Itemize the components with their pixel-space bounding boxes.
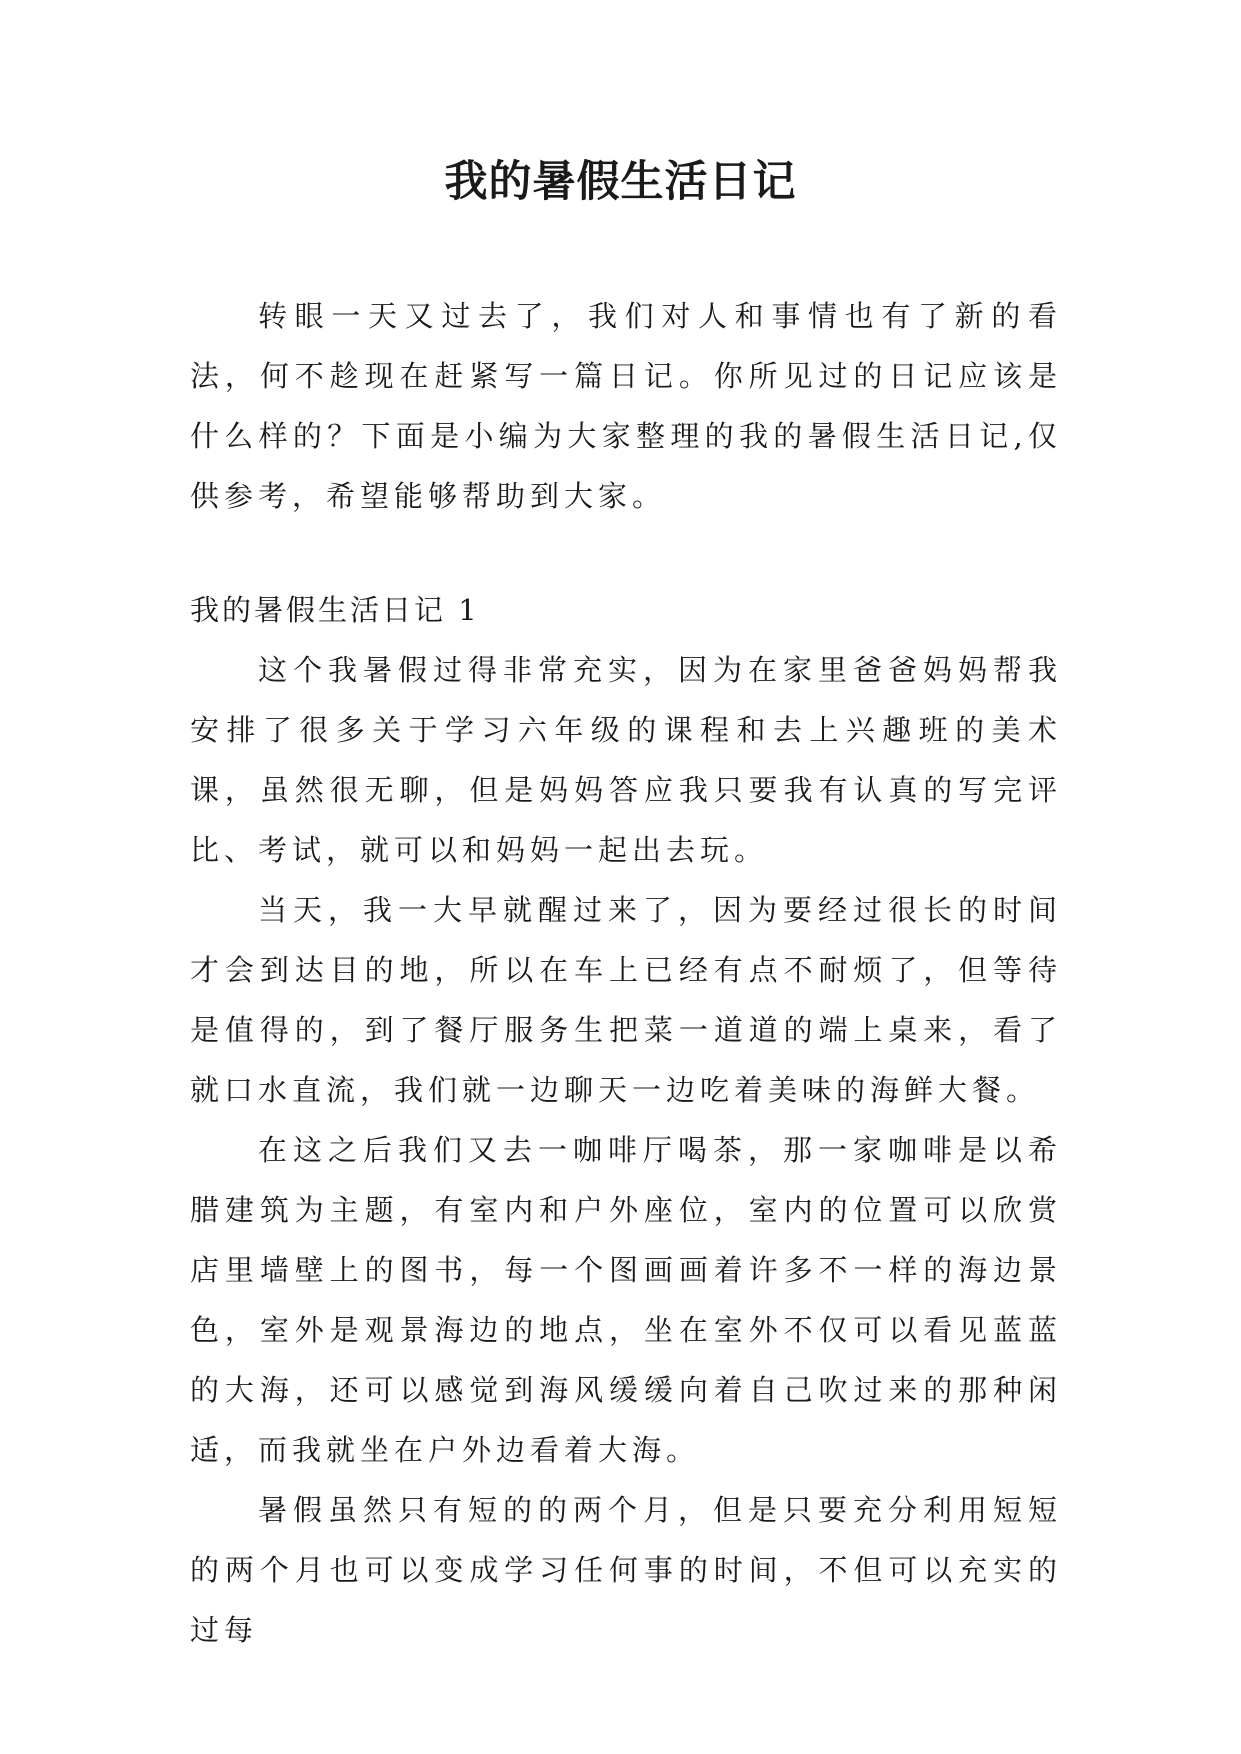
document-title: 我的暑假生活日记	[444, 157, 797, 207]
body-paragraph-1: 这个我暑假过得非常充实，因为在家里爸爸妈妈帮我安排了很多关于学习六年级的课程和去上兴趣班的美术课，虽然很无聊，但是妈妈答应我只要我有认真的写完评比、考试，就可以和妈妈一起出去玩。	[190, 653, 1062, 867]
body-paragraph-3: 在这之后我们又去一咖啡厅喝茶，那一家咖啡是以希腊建筑为主题，有室内和户外座位，室内的位置可以欣赏店里墙壁上的图书，每一个图画画着许多不一样的海边景色，室外是观景海边的地点，坐在室外不仅可以看见蓝蓝的大海，还可以感觉到海风缓缓向着自己吹过来的那种闲适，而我就坐在户外边看着大海。	[190, 1133, 1062, 1467]
section-heading: 我的暑假生活日记 1	[190, 593, 480, 627]
document-body	[190, 286, 1062, 1660]
intro-paragraph: 转眼一天又过去了，我们对人和事情也有了新的看法，何不趁现在赶紧写一篇日记。你所见过的日记应该是什么样的？下面是小编为大家整理的我的暑假生活日记,仅供参考，希望能够帮助到大家。	[190, 299, 1062, 513]
body-paragraph-4: 暑假虽然只有短的的两个月，但是只要充分利用短短的两个月也可以变成学习任何事的时间，不但可以充实的过每	[190, 1493, 1062, 1647]
body-paragraph-2: 当天，我一大早就醒过来了，因为要经过很长的时间才会到达目的地，所以在车上已经有点不耐烦了，但等待是值得的，到了餐厅服务生把菜一道道的端上桌来，看了就口水直流，我们就一边聊天一边吃着美味的海鲜大餐。	[190, 893, 1062, 1107]
